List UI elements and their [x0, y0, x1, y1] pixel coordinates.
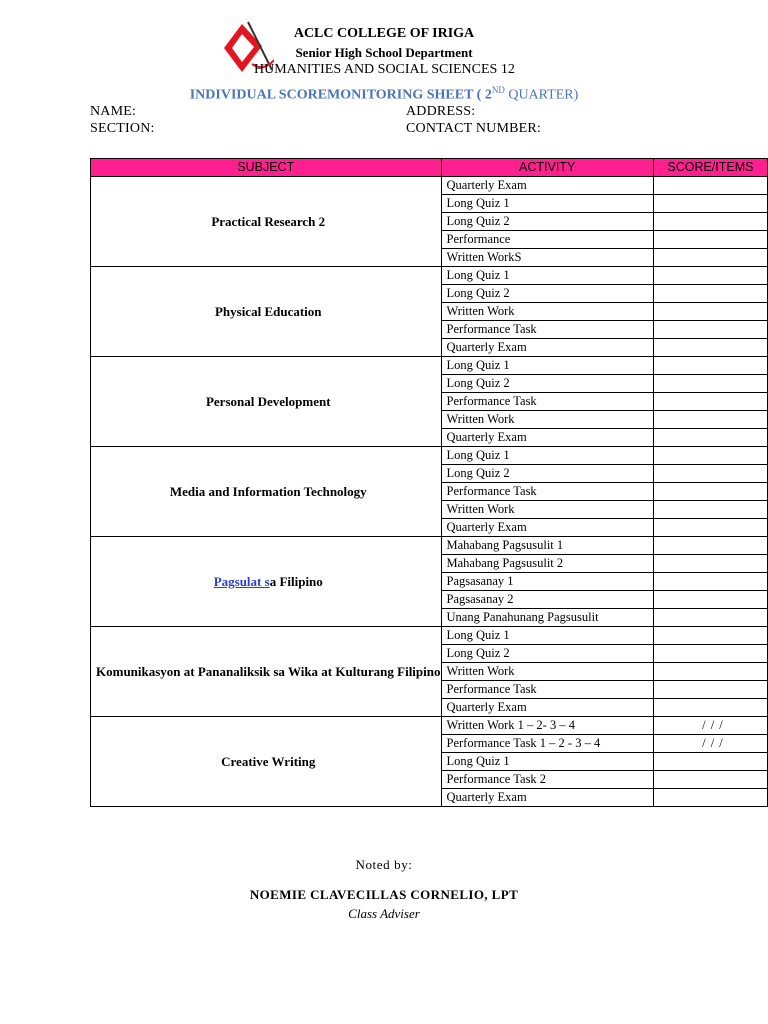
contact-number-label: CONTACT NUMBER: [406, 121, 542, 136]
section-label: SECTION: [90, 121, 155, 136]
activity-cell: Performance Task [441, 321, 653, 339]
score-cell[interactable] [653, 231, 767, 249]
activity-cell: Quarterly Exam [441, 519, 653, 537]
score-cell[interactable] [653, 267, 767, 285]
activity-cell: Quarterly Exam [441, 699, 653, 717]
score-cell[interactable] [653, 321, 767, 339]
score-cell[interactable] [653, 699, 767, 717]
score-cell[interactable] [653, 195, 767, 213]
table-row [91, 357, 768, 375]
score-cell[interactable] [653, 447, 767, 465]
activity-cell: Written WorkS [441, 249, 653, 267]
activity-cell: Long Quiz 1 [441, 447, 653, 465]
strand-name: HUMANITIES AND SOCIAL SCIENCES 12 [254, 62, 515, 77]
table-row [91, 537, 768, 555]
table-row [91, 627, 768, 645]
table-row [91, 717, 768, 735]
score-cell[interactable] [653, 375, 767, 393]
score-cell[interactable] [653, 573, 767, 591]
adviser-name: NOEMIE CLAVECILLAS CORNELIO, LPT [249, 887, 519, 902]
score-cell[interactable] [653, 465, 767, 483]
subject-cell: Creative Writing [91, 717, 442, 807]
activity-cell: Long Quiz 1 [441, 753, 653, 771]
activity-cell: Performance Task [441, 483, 653, 501]
activity-cell: Long Quiz 2 [441, 213, 653, 231]
school-name: ACLC COLLEGE OF IRIGA [293, 26, 475, 41]
adviser-role: Class Adviser [348, 906, 420, 921]
score-cell[interactable] [653, 645, 767, 663]
subject-cell: Komunikasyon at Pananaliksik sa Wika at Kulturang Filipino [91, 627, 442, 717]
score-cell[interactable] [653, 429, 767, 447]
activity-cell: Performance Task 2 [441, 771, 653, 789]
sheet-title-quarter: QUARTER) [504, 87, 579, 103]
activity-cell: Long Quiz 1 [441, 357, 653, 375]
activity-cell: Long Quiz 2 [441, 465, 653, 483]
score-cell[interactable] [653, 771, 767, 789]
subject-cell: Physical Education [91, 267, 442, 357]
activity-cell: Performance Task 1 – 2 - 3 – 4 [441, 735, 653, 753]
header-score-items: SCORE/ITEMS [653, 159, 767, 177]
score-cell[interactable] [653, 177, 767, 195]
activity-cell: Mahabang Pagsusulit 1 [441, 537, 653, 555]
activity-cell: Performance Task [441, 393, 653, 411]
score-cell[interactable] [653, 483, 767, 501]
score-cell[interactable] [653, 555, 767, 573]
score-cell[interactable] [653, 285, 767, 303]
activity-cell: Written Work [441, 501, 653, 519]
activity-cell: Long Quiz 2 [441, 375, 653, 393]
activity-cell: Quarterly Exam [441, 789, 653, 807]
activity-cell: Quarterly Exam [441, 177, 653, 195]
score-cell[interactable] [653, 339, 767, 357]
address-label: ADDRESS: [406, 104, 476, 119]
score-cell[interactable] [653, 627, 767, 645]
activity-cell: Written Work [441, 411, 653, 429]
activity-cell: Long Quiz 2 [441, 285, 653, 303]
score-cell[interactable] [653, 537, 767, 555]
score-cell[interactable] [653, 213, 767, 231]
table-row [91, 447, 768, 465]
activity-cell: Long Quiz 2 [441, 645, 653, 663]
noted-by-label: Noted by: [355, 857, 413, 872]
score-cell[interactable] [653, 411, 767, 429]
name-label: NAME: [90, 104, 137, 119]
header-activity: ACTIVITY [441, 159, 653, 177]
sheet-title [0, 85, 768, 104]
activity-cell: Performance Task [441, 681, 653, 699]
subject-cell: Personal Development [91, 357, 442, 447]
score-table [90, 158, 768, 807]
activity-cell: Written Work 1 – 2- 3 – 4 [441, 717, 653, 735]
score-table-body [91, 177, 768, 807]
table-row [91, 267, 768, 285]
score-cell[interactable] [653, 753, 767, 771]
activity-cell: Written Work [441, 303, 653, 321]
sheet-title-main: INDIVIDUAL SCOREMONITORING SHEET ( 2 [189, 87, 492, 103]
score-cell[interactable] [653, 393, 767, 411]
activity-cell: Quarterly Exam [441, 339, 653, 357]
subject-cell: Practical Research 2 [91, 177, 442, 267]
activity-cell: Pagsasanay 1 [441, 573, 653, 591]
score-cell[interactable] [653, 681, 767, 699]
score-cell[interactable] [653, 663, 767, 681]
score-cell[interactable] [653, 501, 767, 519]
header-subject: SUBJECT [91, 159, 442, 177]
activity-cell: Long Quiz 1 [441, 195, 653, 213]
subject-link[interactable]: Pagsulat s [213, 574, 270, 589]
activity-cell: Quarterly Exam [441, 429, 653, 447]
table-row [91, 177, 768, 195]
score-cell[interactable]: / / / [653, 717, 767, 735]
subject-cell [91, 537, 442, 627]
activity-cell: Performance [441, 231, 653, 249]
activity-cell: Written Work [441, 663, 653, 681]
sheet-title-sup: ND [491, 85, 505, 95]
score-cell[interactable] [653, 249, 767, 267]
score-cell[interactable]: / / / [653, 735, 767, 753]
activity-cell: Long Quiz 1 [441, 627, 653, 645]
score-cell[interactable] [653, 789, 767, 807]
score-cell[interactable] [653, 591, 767, 609]
score-cell[interactable] [653, 609, 767, 627]
subject-rest: a Filipino [269, 574, 323, 589]
score-cell[interactable] [653, 519, 767, 537]
activity-cell: Long Quiz 1 [441, 267, 653, 285]
activity-cell: Unang Panahunang Pagsusulit [441, 609, 653, 627]
activity-cell: Mahabang Pagsusulit 2 [441, 555, 653, 573]
score-cell[interactable] [653, 303, 767, 321]
department-name: Senior High School Department [295, 45, 473, 60]
activity-cell: Pagsasanay 2 [441, 591, 653, 609]
subject-cell: Media and Information Technology [91, 447, 442, 537]
score-cell[interactable] [653, 357, 767, 375]
